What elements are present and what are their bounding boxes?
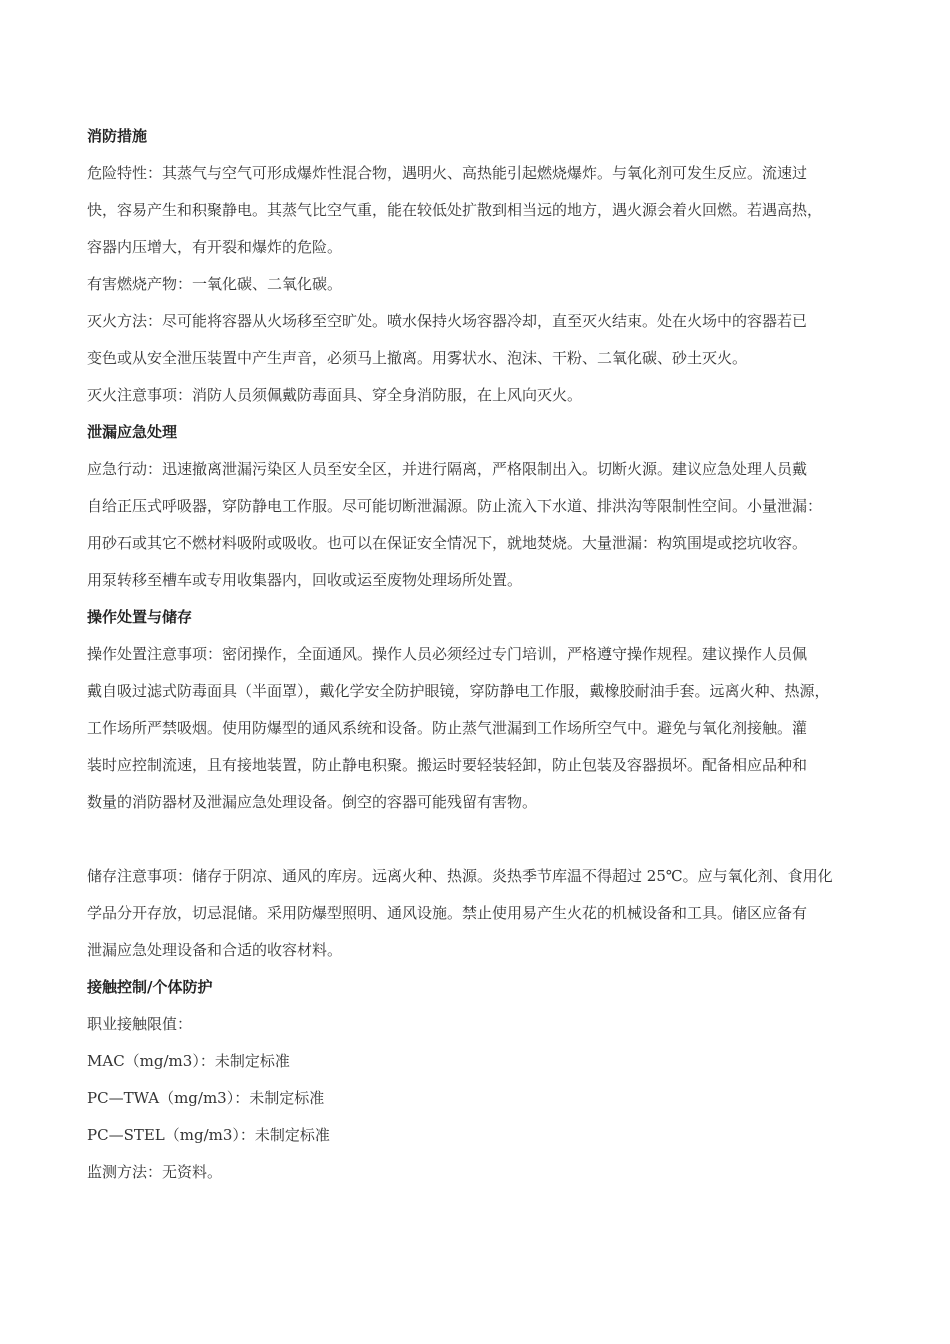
text-line: 操作处置注意事项：密闭操作，全面通风。操作人员必须经过专门培训，严格遵守操作规程。建议操作人员佩 <box>87 645 808 663</box>
text-line: 用泵转移至槽车或专用收集器内，回收或运至废物处理场所处置。 <box>87 571 523 589</box>
text-line: 戴自吸过滤式防毒面具（半面罩），戴化学安全防护眼镜，穿防静电工作服，戴橡胶耐油手套。远离火种、热源， <box>87 682 830 700</box>
fire-notes-paragraph <box>87 377 877 414</box>
fire-hazard-paragraph <box>87 155 877 266</box>
text-line: 装时应控制流速，且有接地装置，防止静电积聚。搬运时要轻装轻卸，防止包装及容器损坏。配备相应品种和 <box>87 756 808 774</box>
section-title-handling: 操作处置与储存 <box>87 608 193 626</box>
leak-action-paragraph <box>87 451 877 599</box>
text-line: 储存注意事项：储存于阴凉、通风的库房。远离火种、热源。炎热季节库温不得超过 25℃。应与氧化剂、食用化 <box>87 867 833 885</box>
exposure-limits-paragraph <box>87 1006 877 1191</box>
fire-method-paragraph <box>87 303 877 377</box>
mac-value: MAC（mg/m3）：未制定标准 <box>87 1052 290 1070</box>
text-line: 灭火方法：尽可能将容器从火场移至空旷处。喷水保持火场容器冷却，直至灭火结束。处在火场中的容器若已 <box>87 312 808 330</box>
section-title-exposure: 接触控制/个体防护 <box>87 978 213 996</box>
handling-storage-paragraph <box>87 858 877 969</box>
text-line: 数量的消防器材及泄漏应急处理设备。倒空的容器可能残留有害物。 <box>87 793 538 811</box>
document-page <box>87 118 877 1191</box>
handling-operation-paragraph <box>87 636 877 821</box>
blank-line <box>87 821 877 858</box>
text-line: 应急行动：迅速撤离泄漏污染区人员至安全区，并进行隔离，严格限制出入。切断火源。建议应急处理人员戴 <box>87 460 808 478</box>
pc-twa-value: PC—TWA（mg/m3）：未制定标准 <box>87 1089 325 1107</box>
section-title-fire: 消防措施 <box>87 127 148 145</box>
text-line: 学品分开存放，切忌混储。采用防爆型照明、通风设施。禁止使用易产生火花的机械设备和工具。储区应备有 <box>87 904 808 922</box>
pc-stel-value: PC—STEL（mg/m3）：未制定标准 <box>87 1126 330 1144</box>
text-line: 工作场所严禁吸烟。使用防爆型的通风系统和设备。防止蒸气泄漏到工作场所空气中。避免与氧化剂接触。灌 <box>87 719 808 737</box>
text-line: 泄漏应急处理设备和合适的收容材料。 <box>87 941 343 959</box>
text-line: 变色或从安全泄压装置中产生声音，必须马上撤离。用雾状水、泡沫、干粉、二氧化碳、砂土灭火。 <box>87 349 748 367</box>
monitoring-method: 监测方法：无资料。 <box>87 1163 223 1181</box>
text-line: 容器内压增大，有开裂和爆炸的危险。 <box>87 238 343 256</box>
text-line: 快，容易产生和积聚静电。其蒸气比空气重，能在较低处扩散到相当远的地方，遇火源会着火回燃。若遇高热， <box>87 201 823 219</box>
text-line: 用砂石或其它不燃材料吸附或吸收。也可以在保证安全情况下，就地焚烧。大量泄漏：构筑围堤或挖坑收容。 <box>87 534 808 552</box>
text-line: 有害燃烧产物：一氧化碳、二氧化碳。 <box>87 275 343 293</box>
text-line: 危险特性：其蒸气与空气可形成爆炸性混合物，遇明火、高热能引起燃烧爆炸。与氧化剂可发生反应。流速过 <box>87 164 808 182</box>
fire-products-paragraph <box>87 266 877 303</box>
text-line: 自给正压式呼吸器，穿防静电工作服。尽可能切断泄漏源。防止流入下水道、排洪沟等限制性空间。小量泄漏： <box>87 497 823 515</box>
text-line: 灭火注意事项：消防人员须佩戴防毒面具、穿全身消防服，在上风向灭火。 <box>87 386 583 404</box>
section-title-leak: 泄漏应急处理 <box>87 423 178 441</box>
text-line: 职业接触限值： <box>87 1015 193 1033</box>
